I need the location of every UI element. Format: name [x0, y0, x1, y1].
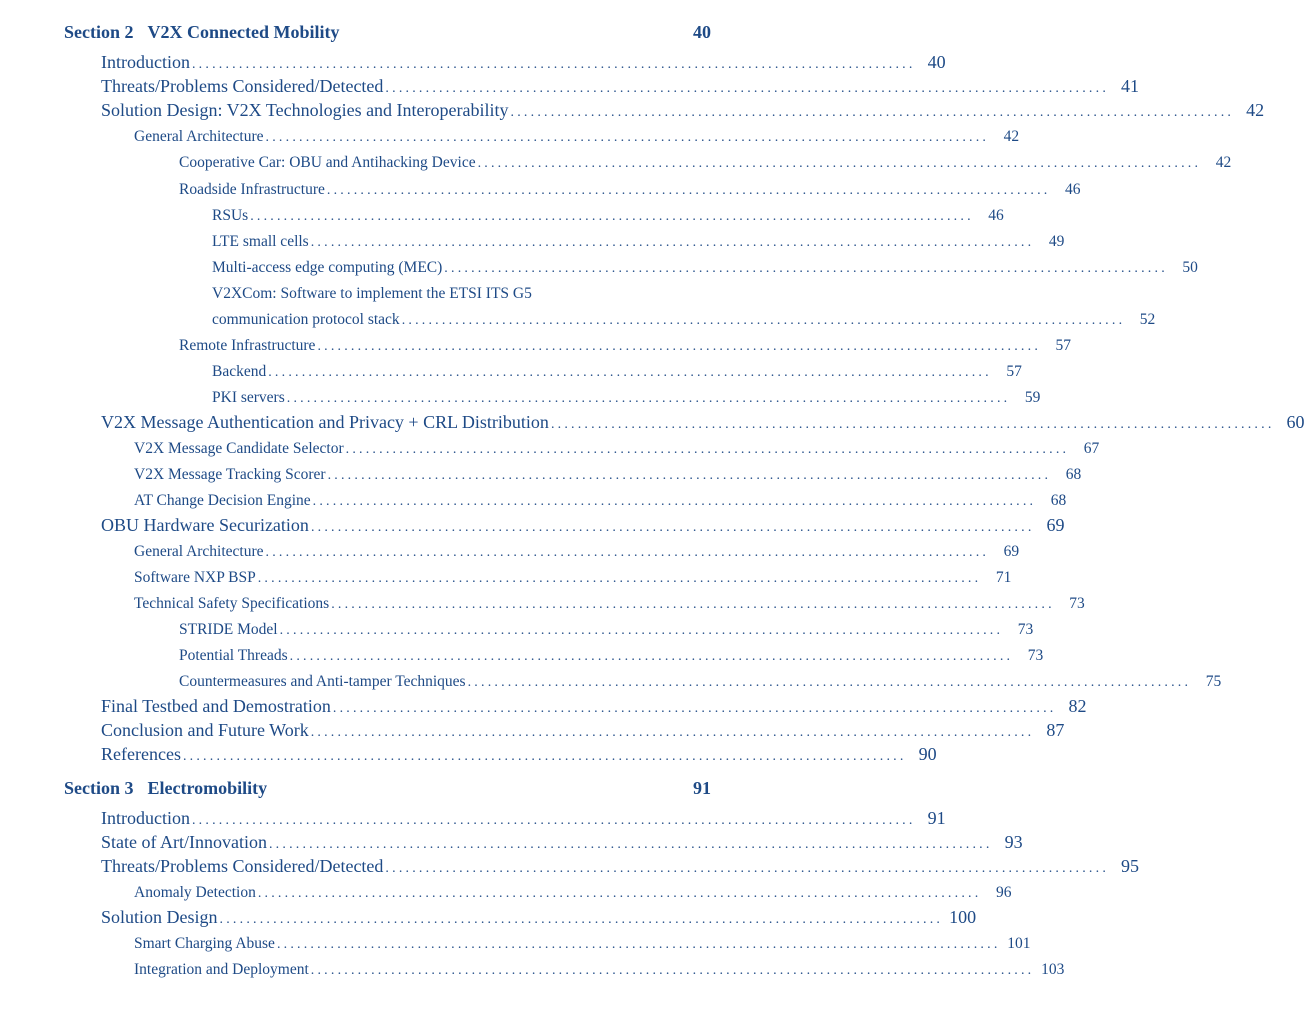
leader-dots: ............................................................................................................ [310, 963, 1035, 978]
toc-entry[interactable]: Roadside Infrastructure ............................................................................................................ 46 [179, 181, 1081, 198]
toc-entry[interactable]: Potential Threads ............................................................................................................ 73 [179, 647, 1044, 664]
leader-dots: ............................................................................................................ [510, 105, 1235, 120]
leader-dots: ............................................................................................................ [385, 81, 1110, 96]
toc-entry[interactable]: OBU Hardware Securization ............................................................................................................ 69 [101, 515, 1065, 535]
leader-dots: ............................................................................................................ [219, 912, 944, 927]
toc-entry[interactable]: General Architecture ............................................................................................................ 42 [134, 128, 1020, 145]
toc-entry[interactable]: AT Change Decision Engine ............................................................................................................ 68 [134, 492, 1067, 509]
toc-entry-first-line[interactable]: V2XCom: Software to implement the ETSI ITS G5 [212, 285, 532, 302]
leader-dots: ............................................................................................................ [310, 725, 1035, 740]
toc-entry[interactable]: STRIDE Model ............................................................................................................ 73 [179, 621, 1034, 638]
toc-entry[interactable]: Smart Charging Abuse ............................................................................................................ 101 [134, 935, 1031, 952]
leader-dots: ............................................................................................................ [257, 886, 982, 901]
leader-dots: ............................................................................................................ [182, 749, 907, 764]
toc-entry[interactable]: V2X Message Authentication and Privacy + CRL Distribution ............................................................................................................ 60 [101, 412, 1305, 432]
leader-dots: ............................................................................................................ [401, 313, 1126, 328]
leader-dots: ............................................................................................................ [332, 701, 1057, 716]
leader-dots: ............................................................................................................ [385, 861, 1110, 876]
leader-dots: ............................................................................................................ [268, 365, 992, 380]
toc-entry[interactable]: Final Testbed and Demostration ............................................................................................................ 82 [101, 696, 1087, 716]
toc-entry[interactable]: V2X Message Candidate Selector ............................................................................................................ 67 [134, 440, 1100, 457]
leader-dots: ............................................................................................................ [444, 261, 1168, 276]
toc-entry[interactable]: Solution Design ............................................................................................................ 100 [101, 907, 977, 927]
toc-entry[interactable]: Threats/Problems Considered/Detected ............................................................................................................ 41 [101, 76, 1140, 96]
toc-entry[interactable]: RSUs ............................................................................................................ 46 [212, 207, 1004, 224]
leader-dots: ............................................................................................................ [312, 494, 1037, 509]
toc-entry[interactable]: General Architecture ............................................................................................................ 69 [134, 543, 1020, 560]
leader-dots: ............................................................................................................ [327, 468, 1052, 483]
leader-dots: ............................................................................................................ [191, 57, 916, 72]
leader-dots: ............................................................................................................ [345, 442, 1070, 457]
toc-entry[interactable]: Introduction ............................................................................................................ 40 [101, 52, 946, 72]
toc-entry[interactable]: Countermeasures and Anti-tamper Techniques ............................................................................................................ 75 [179, 673, 1222, 690]
toc-entry[interactable]: Backend ............................................................................................................ 57 [212, 363, 1022, 380]
leader-dots: ............................................................................................................ [268, 837, 993, 852]
toc-entry[interactable]: Solution Design: V2X Technologies and Interoperability ............................................................................................................ 42 [101, 100, 1265, 120]
leader-dots: ............................................................................................................ [331, 597, 1055, 612]
section-2-heading[interactable] [64, 22, 711, 43]
toc-entry[interactable]: V2X Message Tracking Scorer ............................................................................................................ 68 [134, 466, 1082, 483]
leader-dots: ............................................................................................................ [326, 183, 1051, 198]
leader-dots: ............................................................................................................ [317, 339, 1042, 354]
toc-entry[interactable]: Threats/Problems Considered/Detected ............................................................................................................ 95 [101, 856, 1140, 876]
leader-dots: ............................................................................................................ [477, 156, 1202, 171]
leader-dots: ............................................................................................................ [257, 571, 982, 586]
toc-entry[interactable]: Multi-access edge computing (MEC) ............................................................................................................ 50 [212, 259, 1198, 276]
leader-dots: ............................................................................................................ [265, 545, 990, 560]
leader-dots: ............................................................................................................ [310, 235, 1035, 250]
leader-dots: ............................................................................................................ [550, 417, 1275, 432]
section-3-heading[interactable] [64, 778, 711, 799]
toc-entry[interactable]: Conclusion and Future Work ............................................................................................................ 87 [101, 720, 1065, 740]
leader-dots: ............................................................................................................ [250, 209, 974, 224]
toc-entry[interactable]: Technical Safety Specifications ............................................................................................................ 73 [134, 595, 1085, 612]
leader-dots: ............................................................................................................ [467, 675, 1192, 690]
section-heading-page: 91 [693, 778, 711, 798]
leader-dots: ............................................................................................................ [276, 937, 1001, 952]
toc-entry[interactable]: Anomaly Detection ............................................................................................................ 96 [134, 884, 1012, 901]
section-heading-title: Section 3 Electromobility [64, 778, 268, 798]
toc-entry[interactable]: State of Art/Innovation ............................................................................................................ 93 [101, 832, 1023, 852]
toc-entry[interactable]: References ............................................................................................................ 90 [101, 744, 937, 764]
toc-entry[interactable]: Integration and Deployment ............................................................................................................ 103 [134, 961, 1065, 978]
leader-dots: ............................................................................................................ [279, 623, 1004, 638]
leader-dots: ............................................................................................................ [265, 130, 990, 145]
toc-entry[interactable]: Cooperative Car: OBU and Antihacking Device ............................................................................................................ 42 [179, 154, 1232, 171]
toc-entry[interactable]: Introduction ............................................................................................................ 91 [101, 808, 946, 828]
toc-entry[interactable]: PKI servers ............................................................................................................ 59 [212, 389, 1041, 406]
leader-dots: ............................................................................................................ [310, 520, 1035, 535]
toc-entry[interactable]: Remote Infrastructure ............................................................................................................ 57 [179, 337, 1072, 354]
toc-entry[interactable]: communication protocol stack ............................................................................................................ 52 [212, 311, 1156, 328]
leader-dots: ............................................................................................................ [191, 813, 916, 828]
leader-dots: ............................................................................................................ [289, 649, 1014, 664]
section-heading-title: Section 2 V2X Connected Mobility [64, 22, 340, 42]
toc-entry[interactable]: LTE small cells ............................................................................................................ 49 [212, 233, 1065, 250]
leader-dots: ............................................................................................................ [286, 391, 1011, 406]
section-heading-page: 40 [693, 22, 711, 42]
toc-entry[interactable]: Software NXP BSP ............................................................................................................ 71 [134, 569, 1012, 586]
